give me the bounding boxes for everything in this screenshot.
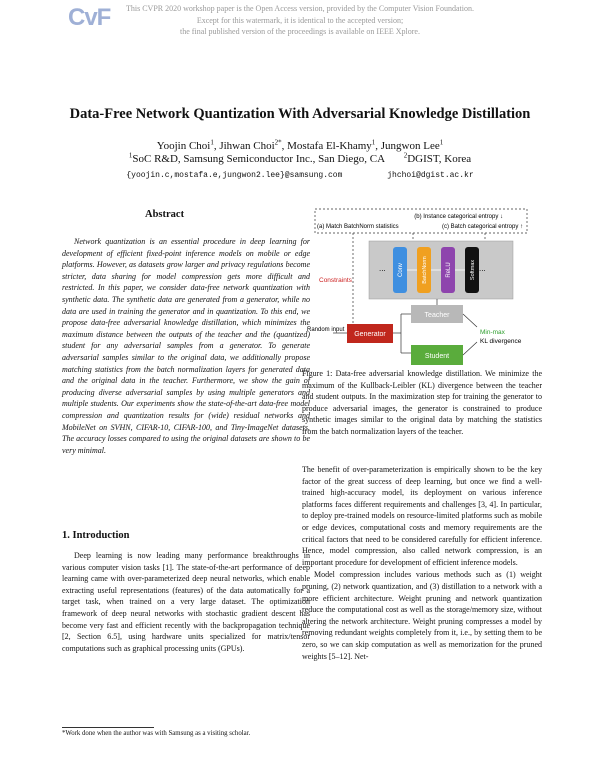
figure-caption bbox=[302, 368, 542, 438]
author-name: Jihwan Choi bbox=[219, 140, 275, 152]
label-match-bn: (a) Match BatchNorm statistics bbox=[317, 224, 399, 230]
footnote: *Work done when the author was with Samsung as a visiting scholar. bbox=[62, 730, 251, 737]
footnote-rule bbox=[62, 727, 154, 728]
affiliation: DGIST, Korea bbox=[407, 153, 472, 165]
conv-label: Conv bbox=[398, 262, 404, 278]
abstract-text: Network quantization is an essential procedure in deep learning for development of efficient fixed-point inference models on mobile or edge platforms. However, as datasets grow larger and privacy regulations become stricter, data sharing for model compression gets more difficult and restricted. In this paper, we consider data-free network quantization with synthetic data. The synthetic data are generated from a generator, while no data are used in training the generator and in quantization. To this end, we propose data-free adversarial knowledge distillation, which minimizes the maximum distance between the outputs of the teacher and the (quantized) student for any adversarial samples from a generator. To generate adversarial samples similar to the original data, we additionally propose matching statistics from the batch normalization layers for generated data and the original data in the teacher. Furthermore, we show the gain of producing diverse adversarial samples by using multiple generators and multiple students. Our experiments show the state-of-the-art data-free model compression and quantization results for (wide) residual networks and MobileNet on SVHN, CIFAR-10, CIFAR-100, and Tiny-ImageNet datasets. The accuracy losses compared to using the original datasets are shown to be very minimal. bbox=[62, 237, 310, 455]
ellipsis-left: ... bbox=[379, 264, 386, 273]
affiliation: SoC R&D, Samsung Semiconductor Inc., San Diego, CA bbox=[132, 153, 385, 165]
author-name: Jungwon Lee bbox=[380, 140, 440, 152]
generator-label: Generator bbox=[354, 331, 386, 338]
abstract-body bbox=[62, 236, 310, 456]
label-instance-entropy: (b) Instance categorical entropy ↓ bbox=[414, 214, 503, 220]
paper-title: Data-Free Network Quantization With Adversarial Knowledge Distillation bbox=[69, 106, 531, 122]
author-name: Mostafa El-Khamy bbox=[287, 140, 372, 152]
abstract-heading: Abstract bbox=[145, 209, 185, 220]
banner-line: Except for this watermark, it is identical to the accepted version; bbox=[196, 15, 404, 25]
author-list: Yoojin Choi$^1$, Jihwan Choi$^{2*}$, Mostafa El-Khamy$^1$, Jungwon Lee$^1$ bbox=[156, 138, 444, 152]
banner-line: This CVPR 2020 workshop paper is the Open Access version, provided by the Computer Vision Foundation. bbox=[125, 4, 474, 13]
batchnorm-label: BatchNorm bbox=[422, 256, 428, 284]
banner-line: the final published version of the proceedings is available on IEEE Xplore. bbox=[180, 27, 420, 36]
softmax-label: Softmax bbox=[470, 259, 476, 281]
email: {yoojin.c,mostafa.e,jungwon2.lee}@samsung.com bbox=[126, 171, 343, 180]
relu-label: ReLU bbox=[446, 262, 452, 278]
intro-body bbox=[62, 550, 310, 654]
kl-label: KL divergence bbox=[480, 338, 522, 345]
open-access-banner bbox=[110, 3, 490, 38]
author-name: Yoojin Choi bbox=[156, 140, 211, 152]
body-paragraph: The benefit of over-parameterization is empirically shown to be the key factor of the great success of deep learning, but once we find a well-trained high-accuracy model, its deployment on various inference platforms faces different requirements and challenges [3, 4]. In particular, to deploy pre-trained models on resource-limited platforms such as mobile or edge devices, computational costs and memory requirements are the critical factors that need to be considered carefully for efficient inference. Hence, model compression, also called network compression, is an important procedure for development of efficient inference models. bbox=[302, 465, 542, 567]
body-paragraph: Model compression includes various methods such as (1) weight pruning, (2) network quantization, and (3) distillation to a network with a more efficient architecture. Weight pruning and network quantization reduce the computational cost as well as the storage/memory size, without altering the network architecture. Weight pruning compresses a model by removing redundant weights completely from it, i.e., by setting them to be zero, so we can skip computation as well as memorization for the pruned weights [5–12]. Net- bbox=[302, 570, 542, 661]
constraints-label: Constraints bbox=[319, 277, 352, 284]
author-emails bbox=[0, 171, 600, 180]
figure-1-diagram bbox=[305, 207, 537, 369]
right-column-body bbox=[302, 464, 542, 663]
intro-heading: 1. Introduction bbox=[62, 530, 130, 541]
ellipsis-right: ... bbox=[479, 264, 486, 273]
random-input-label: Random input bbox=[307, 327, 345, 333]
teacher-label: Teacher bbox=[424, 312, 450, 319]
student-label: Student bbox=[424, 353, 450, 360]
affiliations: $^1$SoC R&D, Samsung Semiconductor Inc., San Diego, CA $^2$DGIST, Korea bbox=[128, 151, 472, 165]
caption-text: Figure 1: Data-free adversarial knowledge distillation. We minimize the maximum of the Kullback-Leibler (KL) divergence between the teacher and student outputs. In the maximization step for training the generator to produce adversarial images, the generator is constrained to produce synthetic images similar to the original data by matching the statistics from the batch normalization layers of the teacher. bbox=[302, 369, 542, 436]
intro-paragraph: Deep learning is now leading many performance breakthroughs in various computer vision tasks [1]. The state-of-the-art performance of deep learning came with over-parameterized deep neural networks, which enable extracting useful representations (features) of the data automatically for a target task, when trained on a very large dataset. The optimization framework of deep neural networks with stochastic gradient descent has become very fast and efficient recently with the backpropagation technique [2, Section 6.5], using hardware units specialized for matrix/tensor computations such as graphical processing units (GPUs). bbox=[62, 551, 310, 653]
email: jhchoi@dgist.ac.kr bbox=[387, 171, 474, 180]
cvf-logo: CvF bbox=[68, 4, 111, 31]
label-batch-entropy: (c) Batch categorical entropy ↑ bbox=[441, 224, 523, 230]
minmax-label: Min-max bbox=[480, 329, 505, 336]
